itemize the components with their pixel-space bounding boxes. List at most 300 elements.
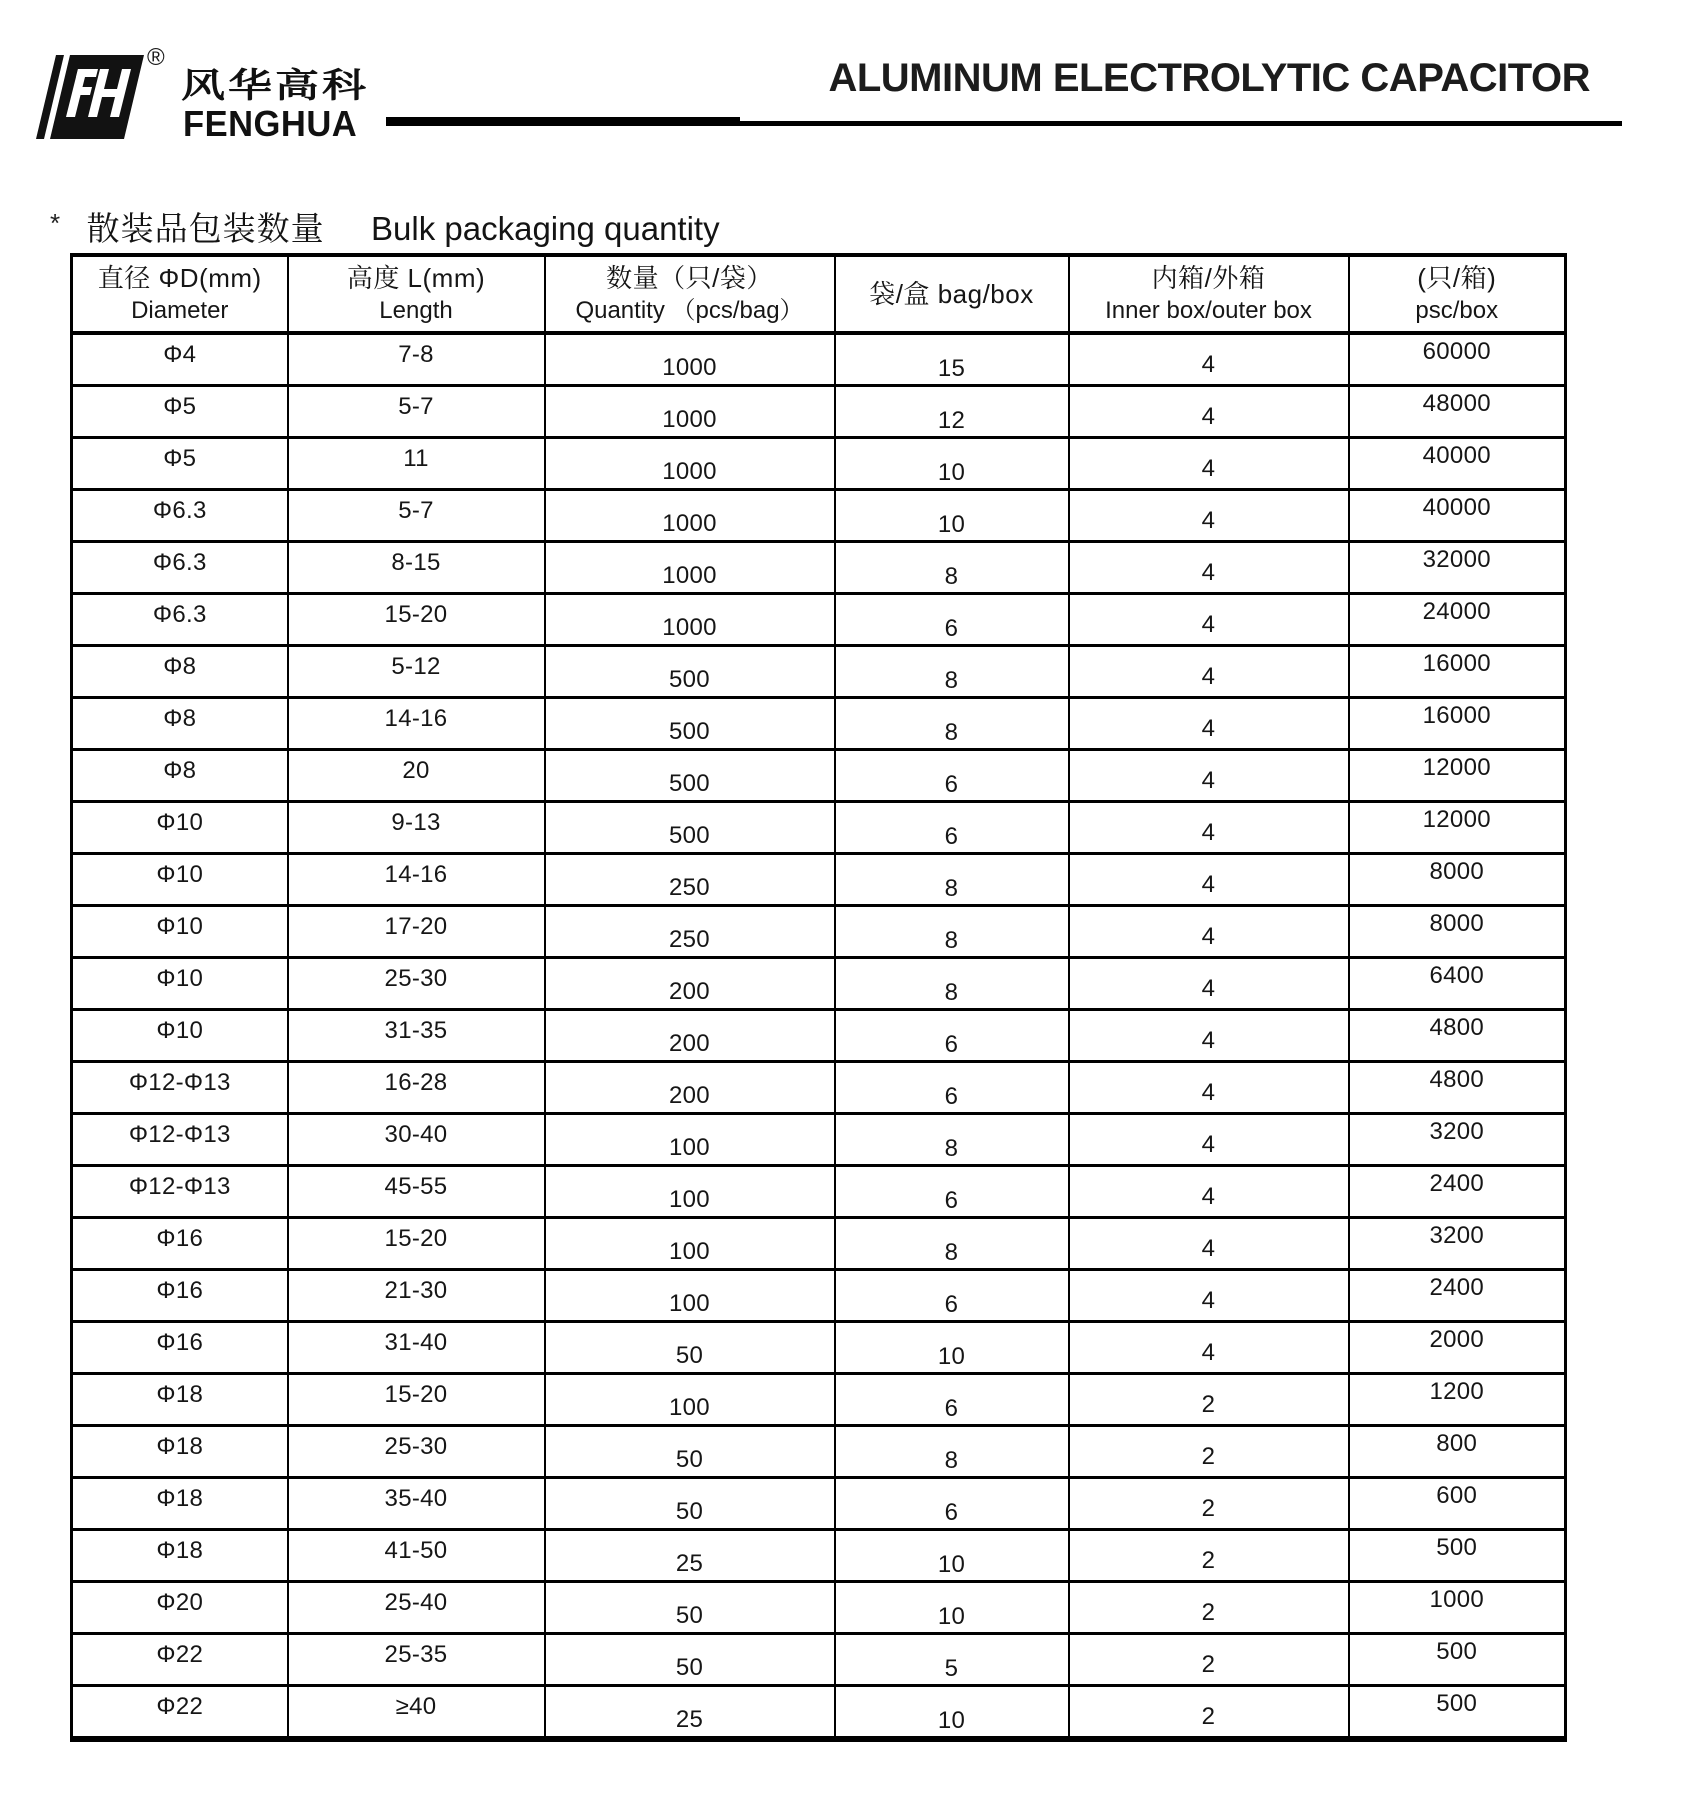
- cell-bag-per-box: [835, 1426, 1069, 1478]
- cell-diameter: [72, 1062, 288, 1114]
- cell-diameter: [72, 1530, 288, 1582]
- cell-value: 500: [1436, 1637, 1478, 1665]
- section-title-english: Bulk packaging quantity: [371, 210, 720, 247]
- cell-value: Φ10: [156, 808, 204, 836]
- cell-value: 4: [1201, 506, 1216, 534]
- cell-value: 4: [1201, 870, 1216, 898]
- cell-pcs-per-box: [1349, 1010, 1566, 1062]
- cell-value: 4: [1201, 714, 1216, 742]
- cell-value: 14-16: [384, 860, 448, 888]
- cell-value: 50: [675, 1445, 704, 1473]
- cell-bag-per-box: [835, 490, 1069, 542]
- section-title-chinese: 散装品包装数量: [86, 210, 325, 247]
- cell-value: 50: [675, 1497, 704, 1525]
- cell-bag-per-box: [835, 1270, 1069, 1322]
- cell-value: 10: [937, 458, 966, 486]
- cell-inner-outer-box: [1069, 542, 1349, 594]
- cell-value: 2: [1201, 1546, 1216, 1574]
- table-row: [72, 1218, 1566, 1270]
- cell-value: 10: [937, 1706, 966, 1734]
- cell-value: 2400: [1429, 1273, 1485, 1301]
- cell-value: 1000: [662, 561, 717, 589]
- cell-pcs-per-box: [1349, 1374, 1566, 1426]
- cell-diameter: [72, 1218, 288, 1270]
- cell-value: 4: [1201, 1026, 1216, 1054]
- cell-value: Φ16: [156, 1328, 204, 1356]
- cell-bag-per-box: [835, 333, 1069, 386]
- cell-value: 500: [1436, 1689, 1478, 1717]
- cell-diameter: [72, 1374, 288, 1426]
- cell-value: 17-20: [384, 912, 448, 940]
- brand-name-chinese: 风华高科: [181, 66, 369, 105]
- brand-name-english: FENGHUA: [183, 103, 358, 144]
- cell-inner-outer-box: [1069, 646, 1349, 698]
- cell-length: [288, 1166, 545, 1218]
- cell-value: 2000: [1429, 1325, 1485, 1353]
- cell-value: 5-7: [398, 496, 434, 524]
- cell-diameter: [72, 958, 288, 1010]
- cell-inner-outer-box: [1069, 1218, 1349, 1270]
- table-row: [72, 594, 1566, 646]
- cell-length: [288, 1374, 545, 1426]
- cell-value: 6: [944, 1030, 959, 1058]
- cell-length: [288, 1530, 545, 1582]
- cell-value: 5-12: [391, 652, 441, 680]
- cell-length: [288, 958, 545, 1010]
- column-header-cn: 数量（只/袋）: [606, 263, 773, 293]
- cell-qty-per-bag: [545, 1634, 835, 1686]
- cell-pcs-per-box: [1349, 1634, 1566, 1686]
- cell-value: 2: [1201, 1442, 1216, 1470]
- cell-value: Φ6.3: [152, 600, 207, 628]
- cell-inner-outer-box: [1069, 750, 1349, 802]
- cell-value: Φ6.3: [152, 548, 207, 576]
- section-title: [50, 203, 720, 250]
- cell-inner-outer-box: [1069, 802, 1349, 854]
- cell-value: 4: [1201, 818, 1216, 846]
- cell-diameter: [72, 906, 288, 958]
- cell-value: 4: [1201, 1182, 1216, 1210]
- table-row: [72, 958, 1566, 1010]
- column-header-en: Diameter: [131, 297, 229, 324]
- cell-inner-outer-box: [1069, 1634, 1349, 1686]
- cell-value: Φ5: [163, 444, 197, 472]
- cell-inner-outer-box: [1069, 1530, 1349, 1582]
- table-row: [72, 1270, 1566, 1322]
- cell-value: 500: [669, 717, 710, 745]
- cell-value: 2: [1201, 1650, 1216, 1678]
- cell-value: Φ6.3: [152, 496, 207, 524]
- cell-value: 8: [944, 874, 959, 902]
- cell-value: 200: [669, 1029, 710, 1057]
- cell-value: 40000: [1422, 493, 1491, 521]
- table-row: [72, 854, 1566, 906]
- fenghua-logo-icon: [34, 52, 146, 142]
- cell-diameter: [72, 1426, 288, 1478]
- cell-value: 10: [937, 510, 966, 538]
- column-header-en: Quantity （pcs/bag）: [575, 297, 804, 324]
- cell-value: 100: [669, 1133, 710, 1161]
- cell-bag-per-box: [835, 906, 1069, 958]
- cell-value: 24000: [1422, 597, 1491, 625]
- cell-value: 31-40: [384, 1328, 448, 1356]
- cell-value: 4: [1201, 974, 1216, 1002]
- cell-value: 4: [1201, 1078, 1216, 1106]
- cell-inner-outer-box: [1069, 854, 1349, 906]
- cell-bag-per-box: [835, 386, 1069, 438]
- cell-pcs-per-box: [1349, 1530, 1566, 1582]
- cell-pcs-per-box: [1349, 490, 1566, 542]
- cell-value: 8: [944, 718, 959, 746]
- cell-diameter: [72, 490, 288, 542]
- cell-value: 500: [1436, 1533, 1478, 1561]
- cell-value: 5-7: [398, 392, 434, 420]
- cell-diameter: [72, 594, 288, 646]
- column-header-cn: (只/箱): [1417, 263, 1497, 293]
- cell-value: Φ12-Φ13: [128, 1068, 231, 1096]
- column-header-pcs-per-box: [1349, 255, 1566, 333]
- cell-qty-per-bag: [545, 386, 835, 438]
- cell-qty-per-bag: [545, 958, 835, 1010]
- cell-diameter: [72, 1114, 288, 1166]
- cell-value: 15-20: [384, 1380, 448, 1408]
- cell-bag-per-box: [835, 1634, 1069, 1686]
- cell-value: 100: [669, 1289, 710, 1317]
- cell-value: 8: [944, 1238, 959, 1266]
- cell-value: 600: [1436, 1481, 1478, 1509]
- cell-pcs-per-box: [1349, 1218, 1566, 1270]
- cell-pcs-per-box: [1349, 386, 1566, 438]
- cell-pcs-per-box: [1349, 698, 1566, 750]
- cell-value: 50: [675, 1341, 704, 1369]
- cell-inner-outer-box: [1069, 594, 1349, 646]
- cell-pcs-per-box: [1349, 1426, 1566, 1478]
- table-row: [72, 802, 1566, 854]
- cell-length: [288, 854, 545, 906]
- column-header-inner-outer-box: [1069, 255, 1349, 333]
- table-row: [72, 1010, 1566, 1062]
- table-row: [72, 1530, 1566, 1582]
- cell-bag-per-box: [835, 542, 1069, 594]
- cell-value: 100: [669, 1185, 710, 1213]
- cell-value: 6: [944, 1186, 959, 1214]
- cell-value: 6: [944, 1082, 959, 1110]
- title-underline-thin: [740, 121, 1622, 126]
- cell-value: 8: [944, 926, 959, 954]
- cell-pcs-per-box: [1349, 542, 1566, 594]
- cell-length: [288, 1426, 545, 1478]
- cell-value: 4: [1201, 350, 1216, 378]
- cell-pcs-per-box: [1349, 1322, 1566, 1374]
- column-header-cn: 直径 ΦD(mm): [97, 263, 262, 293]
- cell-pcs-per-box: [1349, 802, 1566, 854]
- cell-length: [288, 594, 545, 646]
- cell-inner-outer-box: [1069, 1062, 1349, 1114]
- cell-value: 10: [937, 1550, 966, 1578]
- cell-value: 200: [669, 977, 710, 1005]
- column-header-cn: 袋/盒 bag/box: [869, 279, 1034, 309]
- cell-pcs-per-box: [1349, 1478, 1566, 1530]
- cell-length: [288, 1010, 545, 1062]
- cell-diameter: [72, 1686, 288, 1740]
- cell-bag-per-box: [835, 646, 1069, 698]
- cell-value: Φ22: [156, 1640, 204, 1668]
- cell-diameter: [72, 333, 288, 386]
- cell-value: 35-40: [384, 1484, 448, 1512]
- cell-value: 6: [944, 1290, 959, 1318]
- cell-value: 2: [1201, 1494, 1216, 1522]
- cell-value: 41-50: [384, 1536, 448, 1564]
- table-row: [72, 1634, 1566, 1686]
- column-header-length: [288, 255, 545, 333]
- cell-inner-outer-box: [1069, 1270, 1349, 1322]
- cell-value: 6400: [1429, 961, 1485, 989]
- cell-inner-outer-box: [1069, 490, 1349, 542]
- cell-length: [288, 1062, 545, 1114]
- cell-value: Φ10: [156, 964, 204, 992]
- column-header-cn: 内箱/外箱: [1151, 263, 1266, 293]
- cell-length: [288, 333, 545, 386]
- cell-bag-per-box: [835, 1374, 1069, 1426]
- table-row: [72, 333, 1566, 386]
- table-row: [72, 646, 1566, 698]
- cell-value: 60000: [1422, 337, 1491, 365]
- cell-diameter: [72, 1634, 288, 1686]
- cell-value: Φ20: [156, 1588, 204, 1616]
- cell-value: 2: [1201, 1598, 1216, 1626]
- cell-value: 250: [669, 873, 710, 901]
- cell-value: Φ8: [163, 652, 197, 680]
- cell-length: [288, 438, 545, 490]
- cell-qty-per-bag: [545, 1218, 835, 1270]
- cell-qty-per-bag: [545, 698, 835, 750]
- cell-value: 48000: [1422, 389, 1491, 417]
- cell-pcs-per-box: [1349, 906, 1566, 958]
- cell-pcs-per-box: [1349, 594, 1566, 646]
- cell-value: 4: [1201, 1286, 1216, 1314]
- cell-value: 8-15: [391, 548, 441, 576]
- cell-value: Φ8: [163, 704, 197, 732]
- cell-inner-outer-box: [1069, 1114, 1349, 1166]
- cell-value: 20: [402, 756, 430, 784]
- cell-value: 8: [944, 562, 959, 590]
- cell-pcs-per-box: [1349, 750, 1566, 802]
- cell-value: 8: [944, 1134, 959, 1162]
- cell-inner-outer-box: [1069, 1166, 1349, 1218]
- cell-qty-per-bag: [545, 802, 835, 854]
- cell-value: Φ5: [163, 392, 197, 420]
- table-row: [72, 386, 1566, 438]
- cell-length: [288, 750, 545, 802]
- cell-value: Φ16: [156, 1276, 204, 1304]
- table-row: [72, 1478, 1566, 1530]
- cell-value: 5: [944, 1654, 959, 1682]
- cell-value: 4800: [1429, 1065, 1485, 1093]
- cell-diameter: [72, 386, 288, 438]
- cell-qty-per-bag: [545, 594, 835, 646]
- table-row: [72, 750, 1566, 802]
- cell-length: [288, 1634, 545, 1686]
- cell-inner-outer-box: [1069, 1686, 1349, 1740]
- cell-value: 4: [1201, 662, 1216, 690]
- cell-diameter: [72, 1582, 288, 1634]
- cell-value: 1000: [662, 509, 717, 537]
- cell-value: 1000: [662, 457, 717, 485]
- cell-value: 10: [937, 1602, 966, 1630]
- cell-value: 50: [675, 1601, 704, 1629]
- cell-value: 4: [1201, 610, 1216, 638]
- table-row: [72, 542, 1566, 594]
- cell-value: 4: [1201, 454, 1216, 482]
- cell-length: [288, 906, 545, 958]
- cell-qty-per-bag: [545, 438, 835, 490]
- cell-diameter: [72, 750, 288, 802]
- cell-qty-per-bag: [545, 906, 835, 958]
- cell-inner-outer-box: [1069, 1010, 1349, 1062]
- cell-pcs-per-box: [1349, 1582, 1566, 1634]
- cell-qty-per-bag: [545, 1478, 835, 1530]
- cell-qty-per-bag: [545, 1322, 835, 1374]
- cell-value: 9-13: [391, 808, 441, 836]
- cell-pcs-per-box: [1349, 1270, 1566, 1322]
- cell-pcs-per-box: [1349, 958, 1566, 1010]
- cell-value: Φ10: [156, 860, 204, 888]
- cell-value: 14-16: [384, 704, 448, 732]
- cell-value: 2: [1201, 1702, 1216, 1730]
- cell-inner-outer-box: [1069, 1322, 1349, 1374]
- cell-bag-per-box: [835, 1582, 1069, 1634]
- cell-qty-per-bag: [545, 1530, 835, 1582]
- table-row: [72, 1686, 1566, 1740]
- cell-pcs-per-box: [1349, 1686, 1566, 1740]
- cell-value: 250: [669, 925, 710, 953]
- cell-diameter: [72, 1478, 288, 1530]
- cell-value: 4: [1201, 1130, 1216, 1158]
- cell-value: 6: [944, 1498, 959, 1526]
- cell-value: 25-40: [384, 1588, 448, 1616]
- cell-value: 3200: [1429, 1221, 1485, 1249]
- cell-length: [288, 1322, 545, 1374]
- cell-diameter: [72, 802, 288, 854]
- cell-qty-per-bag: [545, 1426, 835, 1478]
- cell-bag-per-box: [835, 1114, 1069, 1166]
- footnote-asterisk: *: [50, 208, 61, 238]
- cell-qty-per-bag: [545, 490, 835, 542]
- table-row: [72, 1426, 1566, 1478]
- cell-value: 21-30: [384, 1276, 448, 1304]
- cell-bag-per-box: [835, 594, 1069, 646]
- cell-bag-per-box: [835, 958, 1069, 1010]
- table-row: [72, 698, 1566, 750]
- cell-qty-per-bag: [545, 646, 835, 698]
- cell-value: 8: [944, 978, 959, 1006]
- table-row: [72, 906, 1566, 958]
- cell-length: [288, 1478, 545, 1530]
- cell-value: 2400: [1429, 1169, 1485, 1197]
- cell-value: 31-35: [384, 1016, 448, 1044]
- cell-value: 2: [1201, 1390, 1216, 1418]
- cell-value: 200: [669, 1081, 710, 1109]
- cell-value: Φ22: [156, 1692, 204, 1720]
- cell-bag-per-box: [835, 698, 1069, 750]
- cell-value: 16000: [1422, 701, 1491, 729]
- column-header-cn: 高度 L(mm): [346, 263, 486, 293]
- cell-bag-per-box: [835, 438, 1069, 490]
- cell-length: [288, 1582, 545, 1634]
- table-row: [72, 1114, 1566, 1166]
- cell-inner-outer-box: [1069, 1426, 1349, 1478]
- cell-value: 7-8: [398, 340, 434, 368]
- cell-pcs-per-box: [1349, 854, 1566, 906]
- cell-value: 4: [1201, 922, 1216, 950]
- cell-qty-per-bag: [545, 854, 835, 906]
- cell-value: 4: [1201, 1338, 1216, 1366]
- cell-bag-per-box: [835, 854, 1069, 906]
- cell-value: Φ4: [163, 340, 197, 368]
- cell-qty-per-bag: [545, 1062, 835, 1114]
- cell-value: Φ18: [156, 1536, 204, 1564]
- cell-value: Φ18: [156, 1484, 204, 1512]
- cell-value: 11: [403, 444, 429, 472]
- cell-value: 12000: [1422, 753, 1491, 781]
- cell-qty-per-bag: [545, 1686, 835, 1740]
- cell-diameter: [72, 646, 288, 698]
- cell-inner-outer-box: [1069, 1582, 1349, 1634]
- cell-value: 4: [1201, 1234, 1216, 1262]
- cell-bag-per-box: [835, 1218, 1069, 1270]
- cell-value: 6: [944, 1394, 959, 1422]
- table-row: [72, 1166, 1566, 1218]
- table-row: [72, 1062, 1566, 1114]
- cell-value: 6: [944, 614, 959, 642]
- cell-value: Φ16: [156, 1224, 204, 1252]
- cell-qty-per-bag: [545, 1374, 835, 1426]
- cell-pcs-per-box: [1349, 333, 1566, 386]
- cell-bag-per-box: [835, 1062, 1069, 1114]
- cell-diameter: [72, 1270, 288, 1322]
- cell-value: Φ18: [156, 1432, 204, 1460]
- cell-qty-per-bag: [545, 1010, 835, 1062]
- cell-pcs-per-box: [1349, 438, 1566, 490]
- cell-value: 100: [669, 1237, 710, 1265]
- cell-value: 500: [669, 821, 710, 849]
- cell-value: Φ10: [156, 1016, 204, 1044]
- column-header-en: Length: [379, 297, 453, 324]
- cell-length: [288, 1270, 545, 1322]
- cell-value: 6: [944, 822, 959, 850]
- cell-value: 25: [675, 1705, 704, 1733]
- cell-value: 4: [1201, 402, 1216, 430]
- cell-value: 15-20: [384, 600, 448, 628]
- cell-pcs-per-box: [1349, 1166, 1566, 1218]
- cell-value: Φ12-Φ13: [128, 1172, 231, 1200]
- cell-value: 25: [675, 1549, 704, 1577]
- cell-value: 500: [669, 665, 710, 693]
- cell-value: 8: [944, 1446, 959, 1474]
- cell-value: 12: [937, 406, 966, 434]
- cell-length: [288, 698, 545, 750]
- cell-value: 800: [1436, 1429, 1478, 1457]
- cell-diameter: [72, 1010, 288, 1062]
- cell-bag-per-box: [835, 1010, 1069, 1062]
- cell-bag-per-box: [835, 750, 1069, 802]
- cell-diameter: [72, 1166, 288, 1218]
- cell-value: 32000: [1422, 545, 1491, 573]
- cell-diameter: [72, 438, 288, 490]
- table-header-row: [72, 255, 1566, 333]
- cell-length: [288, 1218, 545, 1270]
- cell-bag-per-box: [835, 1530, 1069, 1582]
